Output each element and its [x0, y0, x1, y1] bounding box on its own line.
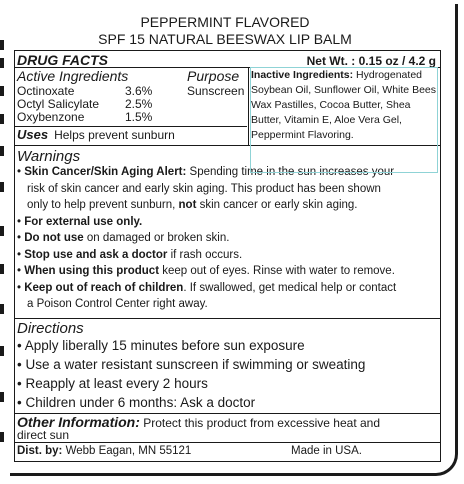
warnings-body: • Skin Cancer/Skin Aging Alert: Spending time in the sun increases your risk of skin cancer and early skin aging. This product has been shown only to help prevent sunburn, not skin cancer or early skin aging. • For external use only. • Do not use on damaged or broken skin. • Stop use and ask a doctor if rash occurs. • When using this product keep out of eyes. Rinse with water to remove. • Keep out of reach of children. If swallowed, get medical help or contact a Poison Control Center right away. — [17, 164, 437, 313]
product-title-line2: SPF 15 NATURAL BEESWAX LIP BALM — [98, 31, 352, 47]
do-not-use-text: on damaged or broken skin. — [86, 232, 230, 244]
active-ingredient-name: Octyl Salicylate — [17, 97, 100, 111]
skin-alert-emphasis: not — [178, 199, 197, 211]
column-divider — [248, 67, 249, 146]
distributor-text: Webb Eagan, MN 55121 — [65, 445, 192, 457]
skin-alert-label: Skin Cancer/Skin Aging Alert: — [24, 166, 187, 178]
uses-label: Uses — [17, 127, 49, 142]
when-using-label: When using this product — [24, 265, 160, 277]
drug-facts-title: DRUG FACTS — [17, 52, 108, 68]
uses-row — [17, 127, 175, 142]
direction-text: Use a water resistant sunscreen if swimming or sweating — [25, 357, 366, 372]
selection-box — [250, 67, 438, 173]
purpose-value: Sunscreen — [187, 84, 245, 98]
directions-title: Directions — [17, 320, 84, 337]
divider — [15, 442, 440, 443]
distributor — [17, 445, 191, 457]
direction-text: Children under 6 months: Ask a doctor — [25, 395, 256, 410]
active-ingredient-name: Oxybenzone — [17, 110, 85, 124]
made-in: Made in USA. — [291, 445, 362, 457]
list-item: • Use a water resistant sunscreen if swimming or sweating — [17, 357, 366, 372]
skin-alert-text: risk of skin cancer and early skin aging. This product has been shown — [27, 182, 381, 195]
do-not-use-label: Do not use — [24, 232, 84, 244]
active-ingredient-percent: 1.5% — [125, 110, 153, 124]
external-use-warning: For external use only. — [24, 215, 143, 228]
keep-out-label: Keep out of reach of children — [24, 281, 184, 294]
distributor-label: Dist. by: — [17, 445, 63, 457]
skin-alert-text: skin cancer or early skin aging. — [199, 199, 358, 211]
list-item: • Children under 6 months: Ask a doctor — [17, 395, 256, 410]
keep-out-text: . If swallowed, get medical help or contact — [183, 281, 397, 294]
warnings-title: Warnings — [17, 148, 81, 165]
other-information-label: Other Information: — [17, 414, 140, 430]
other-information-text: direct sun — [17, 428, 70, 442]
active-ingredients-title: Active Ingredients — [17, 68, 129, 84]
direction-text: Apply liberally 15 minutes before sun exposure — [24, 338, 305, 353]
skin-alert-text: Spending time in the sun increases your — [189, 166, 395, 178]
product-title-line1: PEPPERMINT FLAVORED — [140, 14, 310, 30]
direction-text: Reapply at least every 2 hours — [25, 376, 208, 391]
active-ingredient-percent: 3.6% — [125, 84, 153, 98]
active-ingredient-name: Octinoxate — [17, 84, 75, 98]
net-weight: Net Wt. : 0.15 oz / 4.2 g — [306, 54, 436, 68]
other-information-text: Protect this product from excessive heat and — [143, 416, 381, 430]
inactive-ingredients-label: Inactive Ingredients: — [251, 69, 354, 81]
uses-text: Helps prevent sunburn — [54, 128, 175, 142]
when-using-text: keep out of eyes. Rinse with water to remove. — [162, 265, 395, 277]
purpose-title: Purpose — [187, 68, 240, 84]
left-edge-marks — [0, 0, 6, 484]
stop-use-text: if rash occurs. — [170, 248, 243, 261]
keep-out-text: a Poison Control Center right away. — [27, 298, 208, 310]
skin-alert-text: only to help prevent sunburn, — [27, 199, 176, 211]
stop-use-label: Stop use and ask a doctor — [24, 248, 168, 261]
list-item: • Apply liberally 15 minutes before sun exposure — [17, 338, 305, 353]
other-information — [17, 416, 437, 441]
list-item: • Reapply at least every 2 hours — [17, 376, 208, 391]
directions-list — [17, 336, 365, 412]
active-ingredient-percent: 2.5% — [125, 97, 153, 111]
divider — [15, 318, 440, 319]
inactive-ingredients-text: Hydrogenated Soybean Oil, Sunflower Oil, White Bees Wax Pastilles, Cocoa Butter, Shea Butter, Vitamin E, Aloe Vera Gel, Peppermint Flavoring. — [251, 69, 437, 141]
